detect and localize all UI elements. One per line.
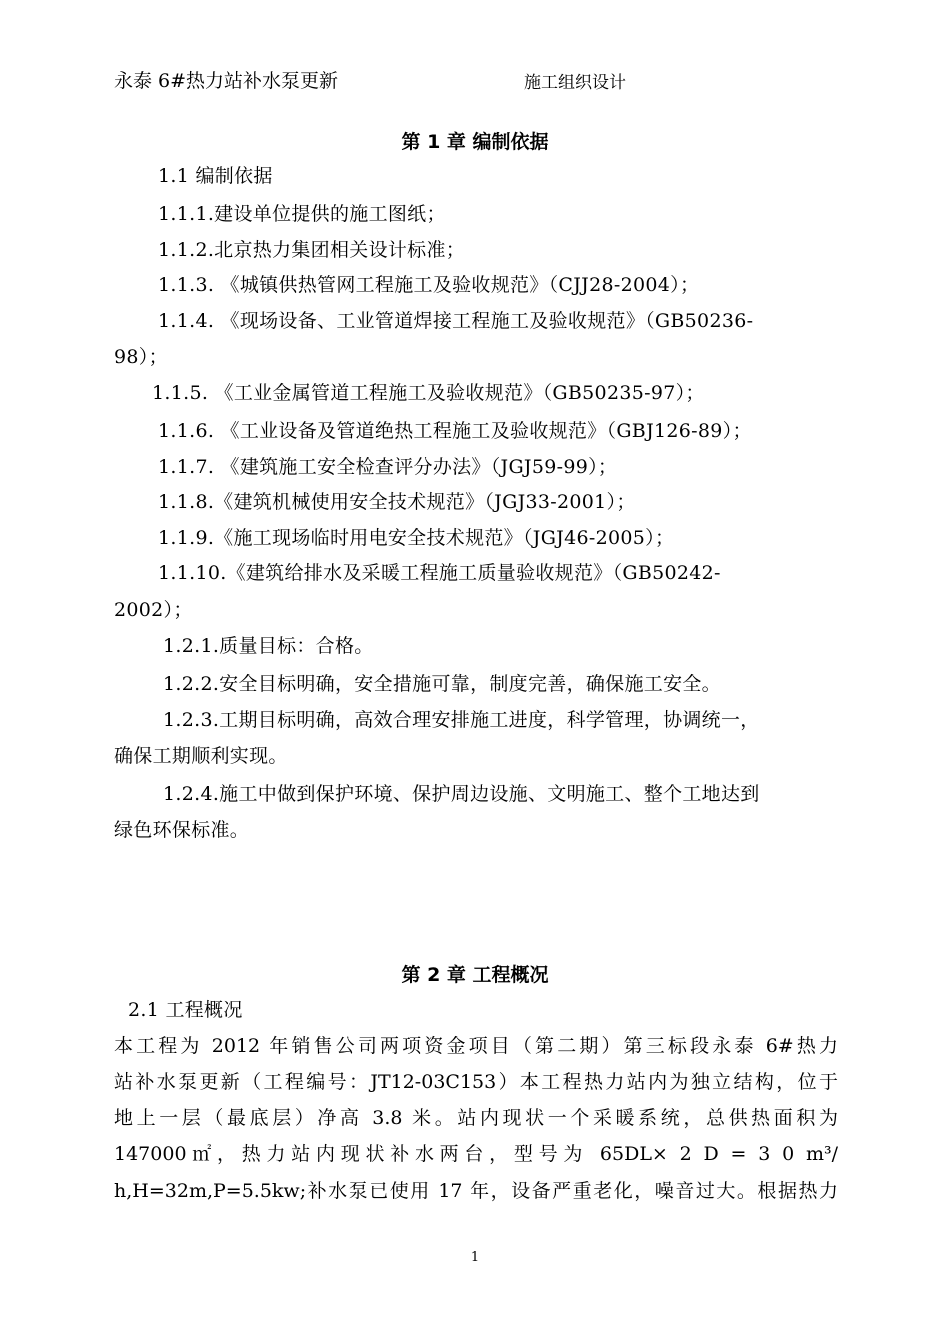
header-document-type: 施工组织设计 bbox=[524, 73, 626, 93]
overview-paragraph-line-3: 地上一层（最底层）净高 3.8 米。站内现状一个采暖系统，总供热面积为 bbox=[114, 1107, 838, 1129]
item-1-1-5: 1.1.5. 《工业金属管道工程施工及验收规范》（GB50235-97）； bbox=[152, 382, 705, 404]
page-number: 1 bbox=[470, 1250, 480, 1265]
item-1-2-1: 1.2.1.质量目标：合格。 bbox=[163, 635, 374, 657]
item-1-1-2: 1.1.2.北京热力集团相关设计标准； bbox=[158, 239, 466, 261]
item-1-1-1: 1.1.1.建设单位提供的施工图纸； bbox=[158, 203, 446, 225]
chapter-2-title: 第 2 章 工程概况 bbox=[401, 964, 549, 986]
section-2-1-heading: 2.1 工程概况 bbox=[128, 999, 243, 1021]
header-project-title: 永泰 6#热力站补水泵更新 bbox=[114, 70, 339, 92]
item-1-1-7: 1.1.7. 《建筑施工安全检查评分办法》（JGJ59-99）； bbox=[158, 456, 618, 478]
item-1-2-4: 1.2.4.施工中做到保护环境、保护周边设施、文明施工、整个工地达到 bbox=[163, 783, 760, 805]
item-1-1-4: 1.1.4. 《现场设备、工业管道焊接工程施工及验收规范》（GB50236- bbox=[158, 310, 754, 332]
item-1-2-4-continued: 绿色环保标准。 bbox=[114, 819, 250, 841]
item-1-2-2: 1.2.2.安全目标明确，安全措施可靠，制度完善，确保施工安全。 bbox=[163, 673, 721, 695]
item-1-1-9: 1.1.9.《施工现场临时用电安全技术规范》（JGJ46-2005）； bbox=[158, 527, 675, 549]
chapter-1-title: 第 1 章 编制依据 bbox=[401, 131, 549, 153]
item-1-1-10: 1.1.10.《建筑给排水及采暖工程施工质量验收规范》（GB50242- bbox=[158, 562, 721, 584]
overview-paragraph-line-2: 站补水泵更新（工程编号：JT12-03C153）本工程热力站内为独立结构，位于 bbox=[114, 1071, 838, 1093]
item-1-1-10-continued: 2002）； bbox=[114, 599, 193, 621]
section-1-1-heading: 1.1 编制依据 bbox=[158, 165, 273, 187]
item-1-1-3: 1.1.3. 《城镇供热管网工程施工及验收规范》（CJJ28-2004）； bbox=[158, 274, 700, 296]
page-header bbox=[114, 66, 844, 96]
item-1-2-3: 1.2.3.工期目标明确，高效合理安排施工进度，科学管理，协调统一， bbox=[163, 709, 760, 731]
overview-paragraph-line-1: 本工程为 2012 年销售公司两项资金项目（第二期）第三标段永泰 6#热力 bbox=[114, 1035, 838, 1057]
item-1-1-8: 1.1.8.《建筑机械使用安全技术规范》（JGJ33-2001）； bbox=[158, 491, 636, 513]
item-1-2-3-continued: 确保工期顺利实现。 bbox=[114, 745, 288, 767]
overview-paragraph-line-4: 147000㎡，热力站内现状补水两台，型号为 65DL× 2 D = 3 0 m³/ bbox=[114, 1143, 838, 1165]
overview-paragraph-line-5: h,H=32m,P=5.5kw;补水泵已使用 17 年，设备严重老化，噪音过大。根据热力 bbox=[114, 1180, 838, 1202]
item-1-1-4-continued: 98）； bbox=[114, 346, 168, 368]
item-1-1-6: 1.1.6. 《工业设备及管道绝热工程施工及验收规范》（GBJ126-89）； bbox=[158, 420, 752, 442]
